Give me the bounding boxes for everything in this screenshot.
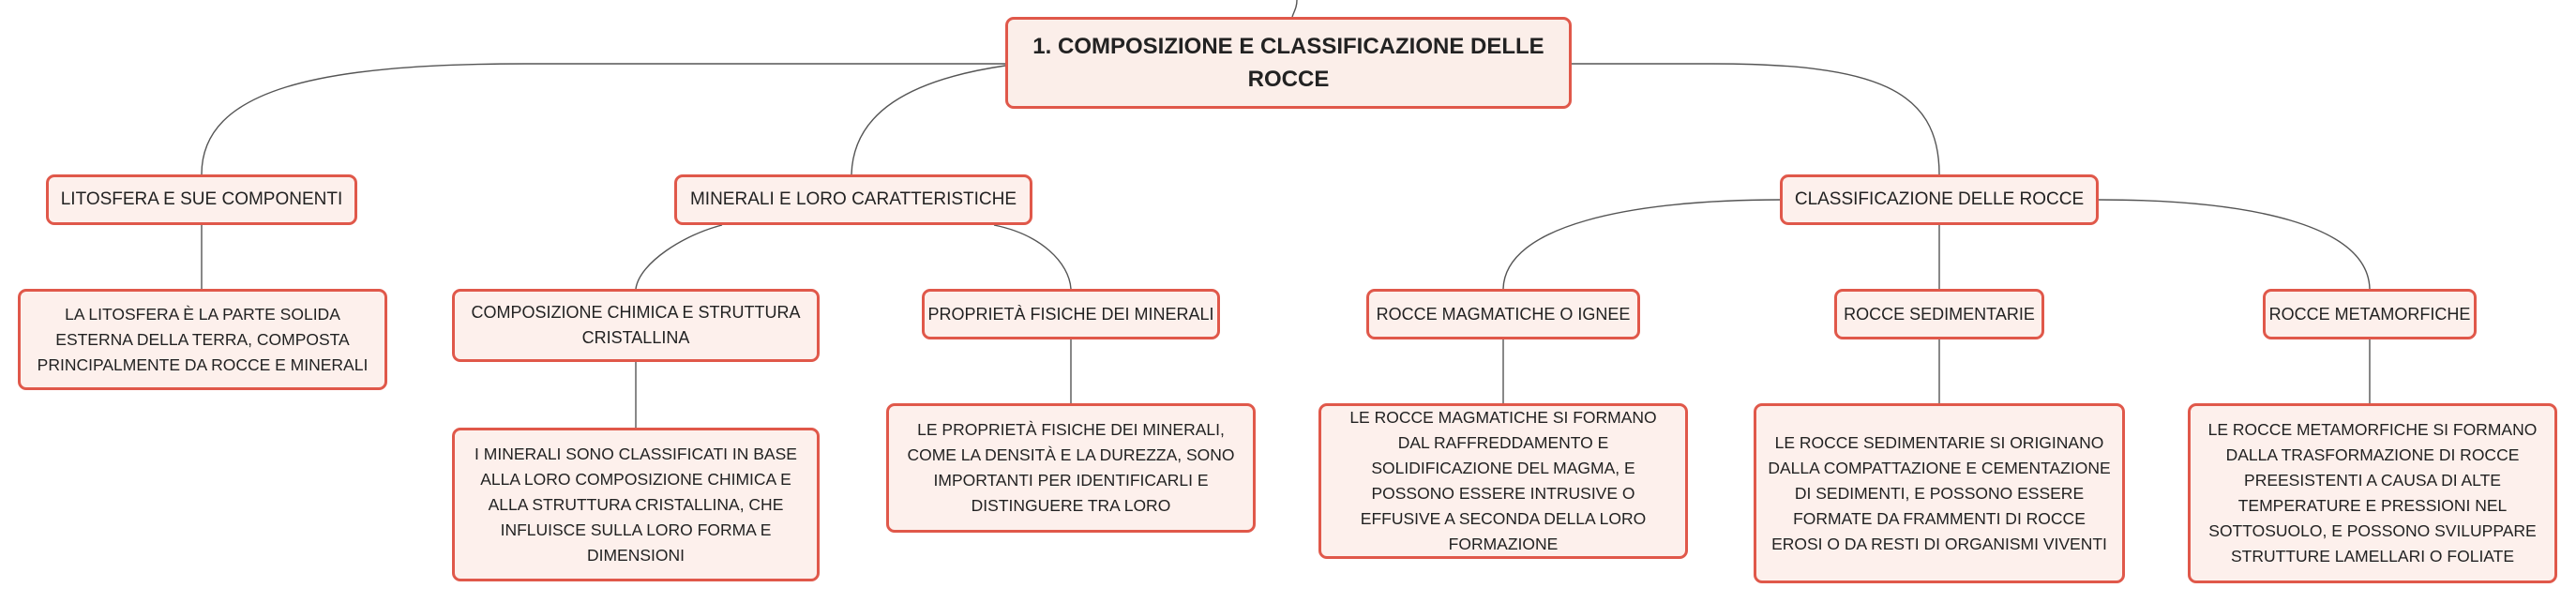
connector-class-metamorfiche bbox=[2099, 200, 2370, 289]
proprieta-description[interactable] bbox=[886, 403, 1256, 533]
subtopic-sedimentarie[interactable] bbox=[1834, 289, 2044, 339]
subtopic-proprieta-label: PROPRIETÀ FISICHE DEI MINERALI bbox=[927, 304, 1214, 324]
subtopic-magmatiche-label: ROCCE MAGMATICHE O IGNEE bbox=[1376, 304, 1631, 324]
connector-class-magmatiche bbox=[1503, 200, 1780, 289]
subtopic-proprieta[interactable] bbox=[922, 289, 1220, 339]
topic-litosfera-label: LITOSFERA E SUE COMPONENTI bbox=[60, 189, 343, 209]
topic-classificazione[interactable] bbox=[1780, 174, 2099, 225]
connector-root-litosfera bbox=[202, 64, 1005, 174]
connector-root-minerali bbox=[851, 66, 1005, 174]
connector-minerali-proprieta bbox=[994, 225, 1071, 289]
connector-minerali-composizione bbox=[636, 225, 722, 289]
root-topic[interactable] bbox=[1005, 17, 1572, 109]
connector-parent bbox=[1292, 0, 1297, 17]
subtopic-composizione[interactable] bbox=[452, 289, 820, 362]
composizione-description[interactable] bbox=[452, 428, 820, 581]
subtopic-composizione-label: COMPOSIZIONE CHIMICA E STRUTTURA CRISTALLINA bbox=[471, 303, 801, 347]
magmatiche-description[interactable] bbox=[1318, 403, 1688, 559]
litosfera-description-text: LA LITOSFERA È LA PARTE SOLIDA ESTERNA DELLA TERRA, COMPOSTA PRINCIPALMENTE DA ROCCE E MINERALI bbox=[37, 304, 369, 374]
proprieta-description-text: LE PROPRIETÀ FISICHE DEI MINERALI, COME LA DENSITÀ E LA DUREZZA, SONO IMPORTANTI PER IDENTIFICARLI E DISTINGUERE TRA LORO bbox=[907, 420, 1235, 515]
subtopic-metamorfiche[interactable] bbox=[2263, 289, 2477, 339]
litosfera-description[interactable] bbox=[18, 289, 387, 390]
subtopic-magmatiche[interactable] bbox=[1366, 289, 1640, 339]
topic-minerali-label: MINERALI E LORO CARATTERISTICHE bbox=[689, 189, 1017, 209]
topic-classificazione-label: CLASSIFICAZIONE DELLE ROCCE bbox=[1794, 189, 2085, 209]
composizione-description-text: I MINERALI SONO CLASSIFICATI IN BASE ALLA LORO COMPOSIZIONE CHIMICA E ALLA STRUTTURA CRISTALLINA, CHE INFLUISCE SULLA LORO FORMA E DIMENSIONI bbox=[475, 444, 797, 565]
sedimentarie-description[interactable] bbox=[1754, 403, 2125, 583]
subtopic-metamorfiche-label: ROCCE METAMORFICHE bbox=[2268, 304, 2471, 324]
topic-litosfera[interactable] bbox=[46, 174, 357, 225]
magmatiche-description-text: LE ROCCE MAGMATICHE SI FORMANO DAL RAFFREDDAMENTO E SOLIDIFICAZIONE DEL MAGMA, E POSSONO ESSERE INTRUSIVE O EFFUSIVE A SECONDA DELLA LORO FORMAZIONE bbox=[1349, 408, 1657, 553]
root-topic-label: 1. COMPOSIZIONE E CLASSIFICAZIONE DELLE ROCCE bbox=[1032, 34, 1544, 92]
topic-minerali[interactable] bbox=[674, 174, 1032, 225]
subtopic-sedimentarie-label: ROCCE SEDIMENTARIE bbox=[1844, 304, 2035, 324]
sedimentarie-description-text: LE ROCCE SEDIMENTARIE SI ORIGINANO DALLA COMPATTAZIONE E CEMENTAZIONE DI SEDIMENTI, E POSSONO ESSERE FORMATE DA FRAMMENTI DI ROCCE EROSI O DA RESTI DI ORGANISMI VIVENTI bbox=[1768, 432, 2111, 553]
metamorfiche-description[interactable] bbox=[2188, 403, 2557, 583]
metamorfiche-description-text: LE ROCCE METAMORFICHE SI FORMANO DALLA TRASFORMAZIONE DI ROCCE PREESISTENTI A CAUSA DI ALTE TEMPERATURE E PRESSIONI NEL SOTTOSUOLO, E POSSONO SVILUPPARE STRUTTURE LAMELLARI O FOLIATE bbox=[2207, 420, 2538, 565]
connector-root-classificazione bbox=[1572, 64, 1939, 174]
